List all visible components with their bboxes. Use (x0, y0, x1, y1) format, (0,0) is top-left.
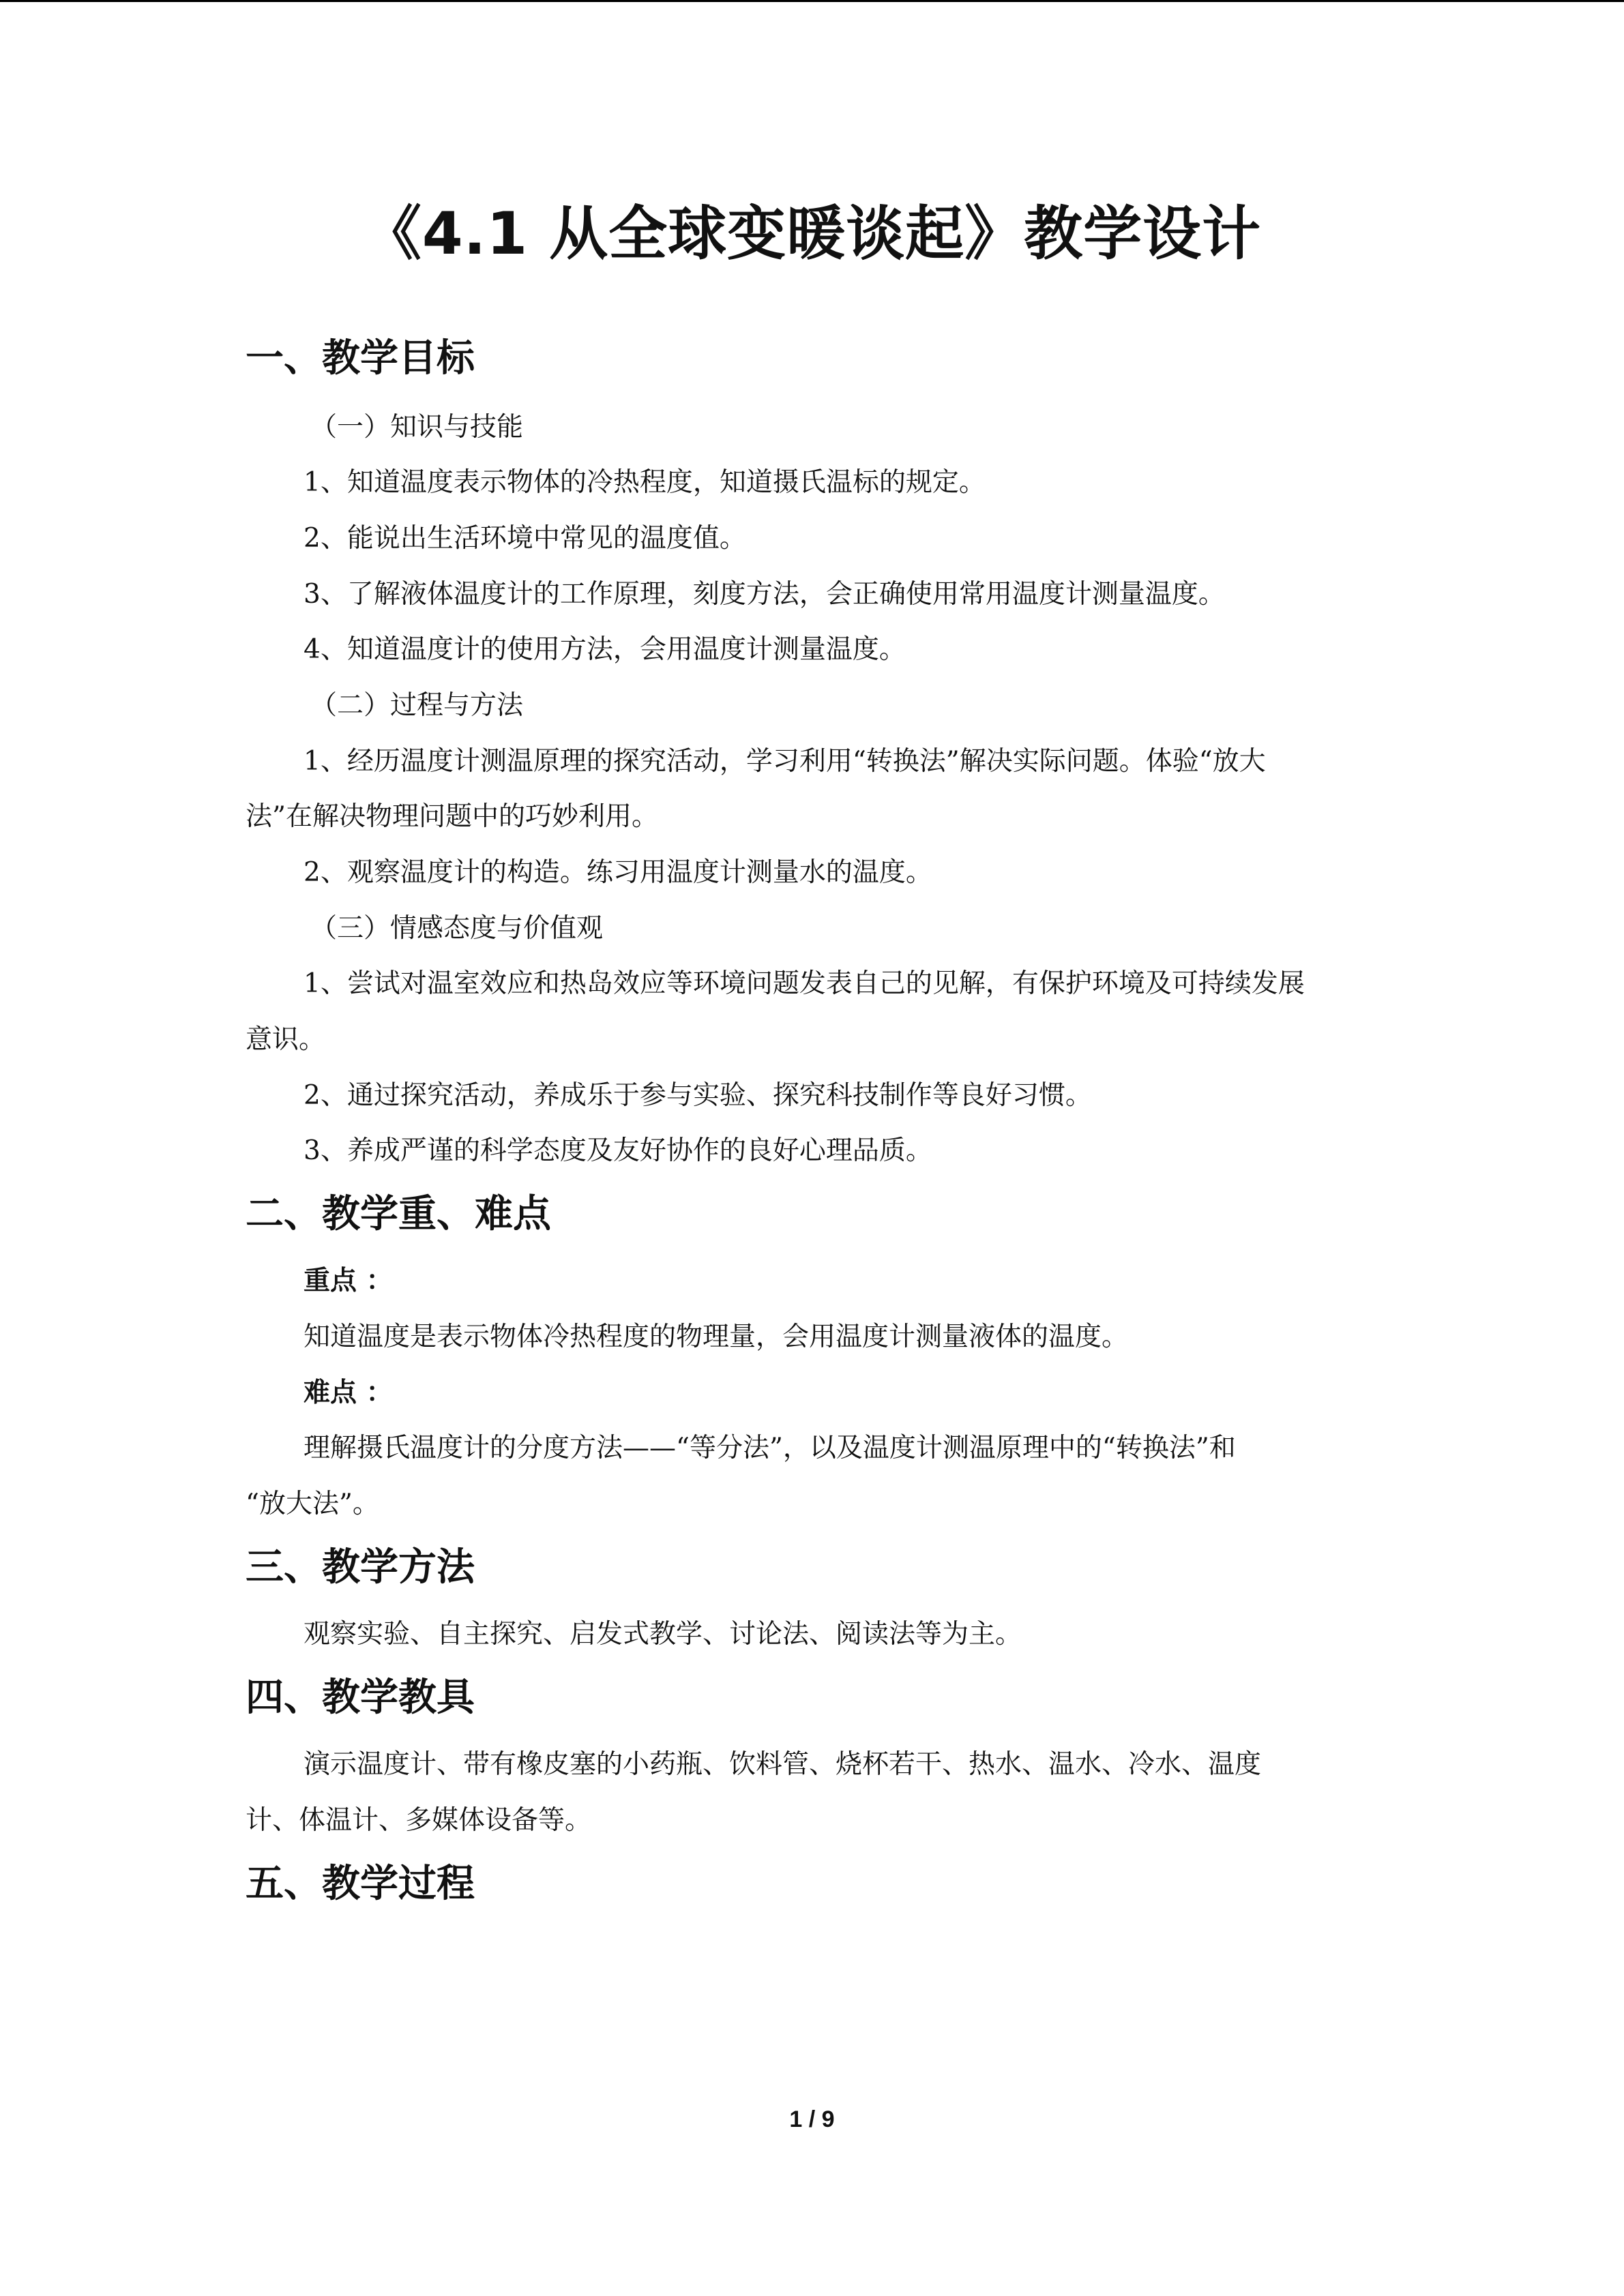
paragraph-line: 法”在解决物理问题中的巧妙利用。 (246, 801, 658, 832)
subheading-process-method: （二）过程与方法 (310, 690, 524, 721)
paragraph-line: 1、知道温度表示物体的冷热程度，知道摄氏温标的规定。 (304, 467, 986, 498)
section-heading-teaching-aids: 四、教学教具 (246, 1675, 475, 1720)
key-point-label: 重点 ： (304, 1266, 393, 1296)
section-heading-teaching-process: 五、教学过程 (246, 1862, 475, 1906)
paragraph-line: 3、养成严谨的科学态度及友好协作的良好心理品质。 (304, 1135, 932, 1166)
paragraph-line: “放大法”。 (246, 1489, 379, 1519)
page-number: 1 / 9 (789, 2106, 835, 2132)
document-title: 《4.1 从全球变暖谈起》教学设计 (362, 200, 1262, 268)
subheading-knowledge-skills: （一）知识与技能 (310, 412, 524, 443)
section-heading-key-points: 二、教学重、难点 (246, 1192, 551, 1236)
paragraph-line: 4、知道温度计的使用方法，会用温度计测量温度。 (304, 634, 906, 665)
paragraph-line: 理解摄氏温度计的分度方法——“等分法”，以及温度计测温原理中的“转换法”和 (304, 1433, 1236, 1463)
paragraph-line: 演示温度计、带有橡皮塞的小药瓶、饮料管、烧杯若干、热水、温水、冷水、温度 (304, 1749, 1262, 1780)
paragraph-line: 3、了解液体温度计的工作原理，刻度方法，会正确使用常用温度计测量温度。 (304, 579, 1225, 610)
paragraph-line: 知道温度是表示物体冷热程度的物理量，会用温度计测量液体的温度。 (304, 1322, 1129, 1352)
section-heading-methods: 三、教学方法 (246, 1545, 475, 1590)
paragraph-line: 意识。 (246, 1024, 326, 1055)
paragraph-line: 计、体温计、多媒体设备等。 (246, 1805, 592, 1836)
paragraph-line: 观察实验、自主探究、启发式教学、讨论法、阅读法等为主。 (304, 1619, 1022, 1650)
section-heading-objectives: 一、教学目标 (246, 336, 475, 381)
paragraph-line: 2、观察温度计的构造。练习用温度计测量水的温度。 (304, 857, 932, 888)
difficulty-label: 难点 ： (304, 1377, 393, 1408)
paragraph-line: 2、能说出生活环境中常见的温度值。 (304, 523, 746, 554)
paragraph-line: 1、尝试对温室效应和热岛效应等环境问题发表自己的见解，有保护环境及可持续发展 (304, 968, 1305, 999)
paragraph-line: 2、通过探究活动，养成乐于参与实验、探究科技制作等良好习惯。 (304, 1080, 1092, 1111)
paragraph-line: 1、经历温度计测温原理的探究活动，学习利用“转换法”解决实际问题。体验“放大 (304, 746, 1266, 777)
subheading-attitude-values: （三）情感态度与价值观 (310, 913, 604, 944)
